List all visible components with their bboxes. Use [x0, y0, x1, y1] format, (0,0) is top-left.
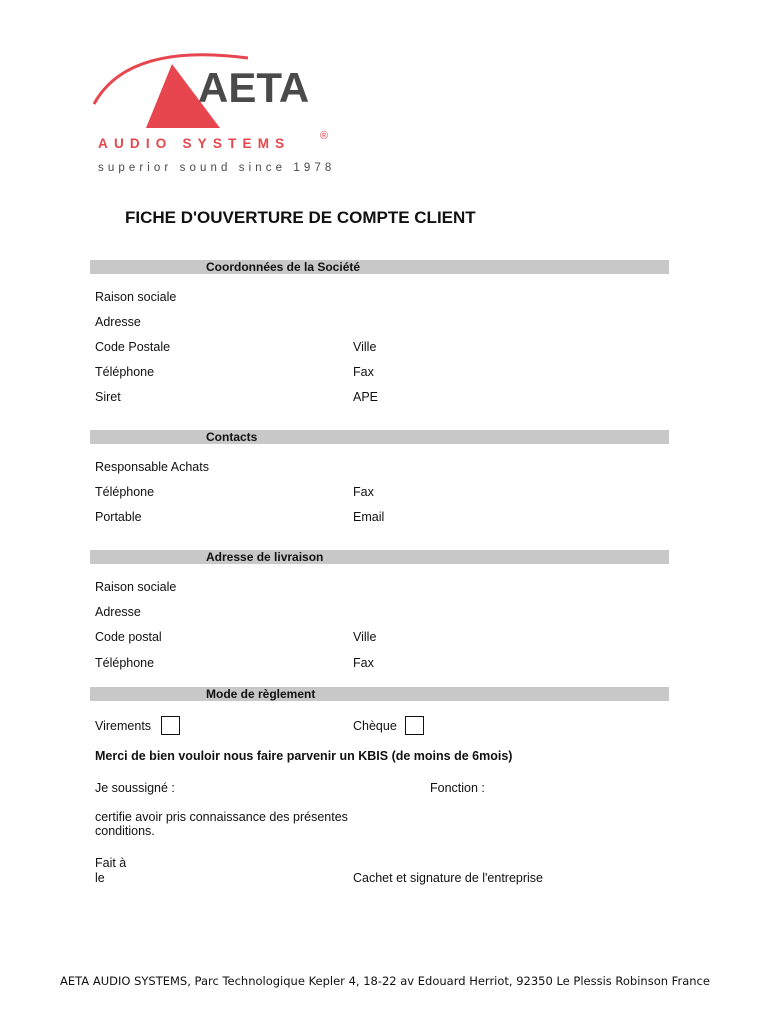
section-bar-delivery [90, 550, 669, 564]
label-delivery-code-postal: Code postal [95, 630, 162, 644]
logo-wordmark: AETA [198, 64, 310, 111]
label-email: Email [353, 510, 385, 524]
certify-line-2: conditions. [95, 824, 155, 838]
section-heading-contacts: Contacts [206, 430, 258, 444]
label-delivery-fax: Fax [353, 656, 374, 670]
logo-tagline: superior sound since 1978 [98, 162, 336, 174]
label-siret: Siret [95, 390, 121, 404]
label-responsable-achats: Responsable Achats [95, 460, 209, 474]
section-heading-delivery: Adresse de livraison [206, 550, 324, 564]
label-virements: Virements [95, 719, 152, 733]
aeta-logo [88, 44, 348, 184]
label-telephone: Téléphone [95, 365, 155, 379]
kbis-note: Merci de bien vouloir nous faire parvenir un KBIS (de moins de 6mois) [95, 749, 513, 763]
virements-checkbox[interactable] [161, 716, 180, 735]
label-delivery-ville: Ville [353, 630, 377, 644]
label-fait-a: Fait à [95, 856, 127, 870]
label-delivery-telephone: Téléphone [95, 656, 155, 670]
label-ape: APE [353, 390, 379, 404]
section-bar-contacts [90, 430, 669, 444]
label-adresse: Adresse [95, 315, 141, 329]
label-ville: Ville [353, 340, 377, 354]
label-cheque: Chèque [353, 719, 397, 733]
label-contact-telephone: Téléphone [95, 485, 155, 499]
section-heading-company: Coordonnées de la Société [206, 260, 361, 274]
cheque-checkbox[interactable] [405, 716, 424, 735]
registered-mark: ® [320, 130, 329, 142]
label-soussigne: Je soussigné : [95, 781, 175, 795]
label-contact-fax: Fax [353, 485, 374, 499]
certify-line-1: certifie avoir pris connaissance des présentes [95, 810, 348, 824]
label-fax: Fax [353, 365, 374, 379]
label-cachet: Cachet et signature de l'entreprise [353, 871, 543, 885]
label-le: le [95, 871, 105, 885]
form-title: FICHE D'OUVERTURE DE COMPTE CLIENT [125, 208, 476, 227]
label-fonction: Fonction : [430, 781, 485, 795]
footer-address: AETA AUDIO SYSTEMS, Parc Technologique Kepler 4, 18-22 av Edouard Herriot, 92350 Le Plessis Robinson France [60, 974, 710, 988]
label-delivery-raison-sociale: Raison sociale [95, 580, 177, 594]
section-heading-payment: Mode de règlement [206, 687, 316, 701]
section-bar-company [90, 260, 669, 274]
section-bar-payment [90, 687, 669, 701]
label-raison-sociale: Raison sociale [95, 290, 177, 304]
label-code-postale: Code Postale [95, 340, 171, 354]
label-delivery-adresse: Adresse [95, 605, 141, 619]
label-portable: Portable [95, 510, 142, 524]
logo-subtitle: AUDIO SYSTEMS [98, 136, 291, 151]
